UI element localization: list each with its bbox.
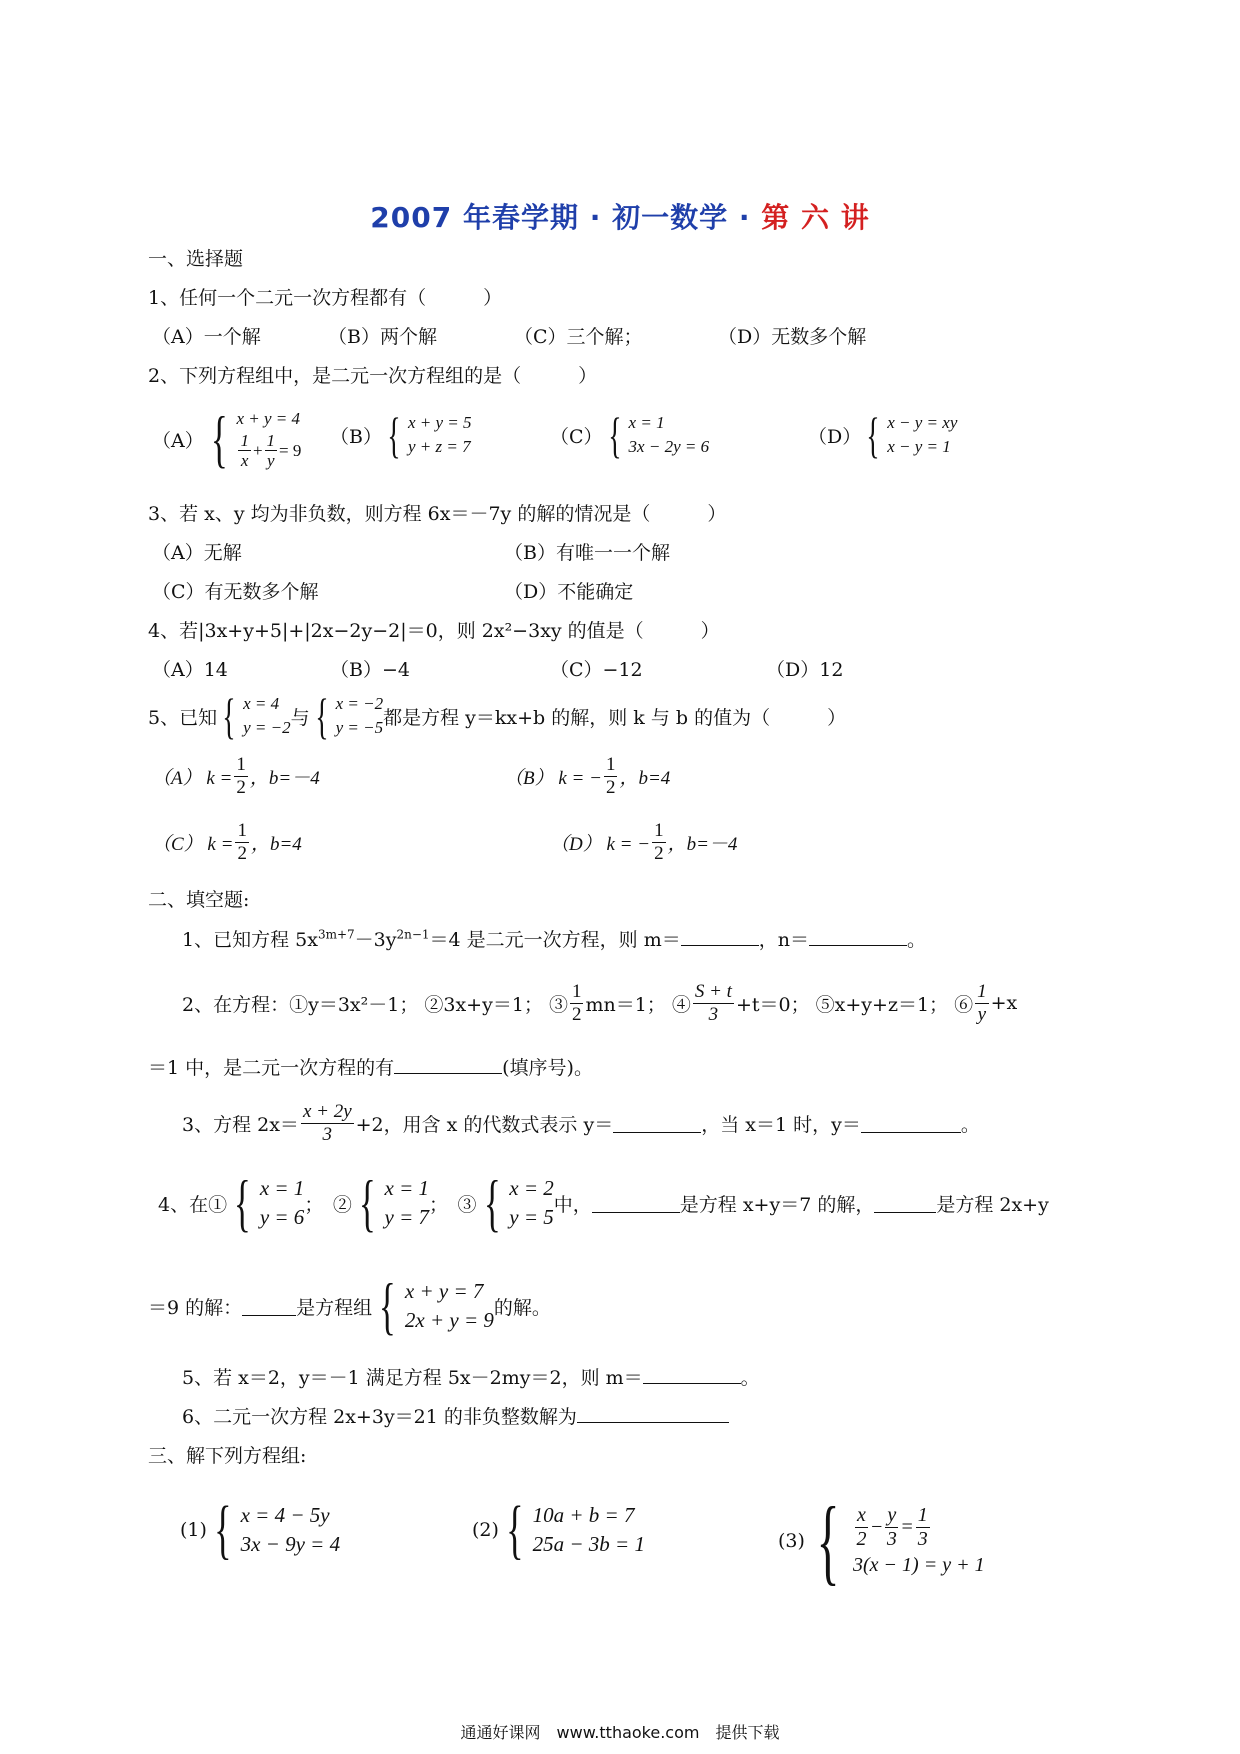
q2-b-label: （B） (330, 425, 382, 448)
q5-option-c (152, 820, 302, 865)
q2-a-tail: = 9 (279, 440, 302, 460)
q4-option-b: （B）−4 (330, 659, 410, 681)
q2-c-label: （C） (550, 425, 603, 448)
q5-mid: 与 (290, 706, 310, 729)
s2-q5: 5、若 x＝2，y＝－1 满足方程 5x－2my＝2，则 m＝ 。 (182, 1367, 760, 1389)
q5-option-b (504, 754, 670, 799)
q5-d-frac: $\frac{1}{2}$ (654, 820, 664, 864)
q5-c-frac: $\frac{1}{2}$ (237, 820, 247, 864)
q5-b-label: （B） k = − (504, 767, 602, 789)
s2-q1-blank-n[interactable] (809, 927, 907, 946)
s2-q2-line2: ＝1 中，是二元一次方程的有 (填序号)。 (148, 1057, 593, 1079)
q1-option-b: （B）两个解 (328, 326, 437, 348)
footer-credit: 通通好课网 www.tthaoke.com 提供下载 (460, 1723, 780, 1742)
q5-stem: 5、已知 { x = 4 y = −2 与 { x = −2 y = −5 都是方程 y＝kx+b 的解，则 k 与 b 的值为（ ） (148, 688, 847, 744)
q5-s1-row1: x = 4 (243, 694, 280, 714)
s2-q1: 1、已知方程 $5x^{3m+7}-3y^{2n-1}=4$ 是二元一次方程，则 m＝ ，n＝ 。 (182, 927, 926, 951)
q5-post: 都是方程 y＝kx+b 的解，则 k 与 b 的值为（ ） (383, 706, 847, 729)
title-lecture: 第 六 讲 (761, 201, 870, 234)
q2-c-row2: 3x − 2y = 6 (628, 437, 710, 456)
q2-d-row1: x − y = xy (887, 413, 958, 433)
s2-q4-blank-1[interactable] (592, 1194, 680, 1213)
s2-q4: 4、在① { x = 1 y = 6 ； ② { x = 1 y = 7 ； ③ { x = 2 y = 5 中， 是方程 x+y＝7 的解， 是方程 2x+y (158, 1167, 1049, 1238)
s2-q1-blank-m[interactable] (681, 927, 759, 946)
q2-stem: 2、下列方程组中，是二元一次方程组的是（ ） (148, 365, 598, 387)
q2-d-row2: x − y = 1 (887, 437, 951, 456)
q2-b-row2: y + z = 7 (407, 437, 471, 456)
q5-s2-row1: x = −2 (335, 694, 384, 714)
title-main: 2007 年春学期 · 初一数学 · (370, 201, 762, 234)
s2-q2-frac-y: $\frac{1}{y}$ (977, 980, 987, 1025)
s2-q2-blank[interactable] (394, 1055, 502, 1074)
q1-stem: 1、任何一个二元一次方程都有（ ） (148, 287, 503, 309)
s2-q3: 3、方程 2x＝ $\frac{x + 2y}{3}$ +2，用含 x 的代数式表示 y＝ ，当 x＝1 时，y＝ 。 (182, 1100, 980, 1145)
s2-q3-frac: $\frac{x + 2y}{3}$ (302, 1100, 352, 1145)
q4-option-a: （A）14 (152, 659, 228, 681)
q4-option-d: （D）12 (766, 659, 844, 681)
q5-s1-row2: y = −2 (243, 718, 291, 737)
q2-d-label: （D） (808, 425, 862, 448)
q4-option-c: （C）−12 (550, 659, 643, 681)
q3-option-d: （D）不能确定 (504, 581, 634, 603)
s3-problem2: (2) { 10a + b = 7 25a − 3b = 1 (472, 1493, 645, 1566)
s2-q3-blank-y2[interactable] (861, 1114, 961, 1133)
q2-a-row1: x + y = 4 (236, 409, 300, 429)
q2-a-frac-y: $\frac{1}{y}$ (266, 430, 276, 471)
q5-b-tail: ，b=4 (619, 767, 671, 789)
s2-q4-line2: ＝9 的解： 是方程组 { x + y = 7 2x + y = 9 的解。 (148, 1270, 551, 1341)
s2-q2-frac-half: $\frac{1}{2}$ (571, 980, 582, 1025)
s2-q5-blank[interactable] (643, 1365, 741, 1384)
q5-c-tail: ，b=4 (250, 833, 302, 855)
q1-option-d: （D）无数多个解 (718, 326, 867, 348)
s2-q4-blank-3[interactable] (242, 1297, 296, 1316)
q5-option-d (550, 820, 737, 865)
q2-a-system: { x + y = 4 $\frac{1}{x}$ + $\frac{1}{y}$ = 9 (210, 403, 302, 474)
q2-a-label: （A） (152, 429, 204, 452)
q1-option-a: （A）一个解 (152, 326, 261, 348)
q3-option-b: （B）有唯一一个解 (504, 542, 670, 564)
q5-a-frac: $\frac{1}{2}$ (236, 754, 246, 798)
q5-option-a (152, 754, 320, 799)
q1-option-c: （C）三个解； (514, 326, 643, 348)
q2-b-row1: x + y = 5 (407, 413, 472, 433)
s2-q2-frac-st: $\frac{S + t}{3}$ (694, 980, 732, 1025)
q2-a-frac-x: $\frac{1}{x}$ (240, 430, 249, 471)
q5-a-label: （A） k = (152, 767, 233, 789)
q5-c-label: （C） k = (152, 833, 234, 855)
s2-q4-blank-2[interactable] (874, 1194, 936, 1213)
section3-heading: 三、解下列方程组: (148, 1445, 307, 1467)
section1-heading: 一、选择题 (148, 248, 244, 270)
q2-option-c: （C） { x = 1 3x − 2y = 6 (550, 407, 710, 463)
s3-problem3: (3) { $\frac{x}{2}$ − $\frac{y}{3}$ = $\frac{1}{3}$ 3(x − 1) = y + 1 (778, 1487, 985, 1594)
s3-problem1: (1) { x = 4 − 5y 3x − 9y = 4 (180, 1493, 341, 1566)
q3-option-c: （C）有无数多个解 (152, 581, 319, 603)
q5-d-label: （D） k = − (550, 833, 651, 855)
q5-pre: 5、已知 (148, 706, 218, 729)
s2-q2: 2、在方程：①y＝3x²－1； ②3x+y＝1； ③ $\frac{1}{2}$ mn＝1； ④ $\frac{S + t}{3}$ +t＝0； ⑤x+y+z＝1； ⑥ $\frac{1}{y}$ +x (182, 980, 1018, 1025)
q5-a-tail: ，b=－4 (249, 767, 320, 789)
q5-s2-row2: y = −5 (335, 718, 384, 737)
q4-stem: 4、若|3x+y+5|+|2x−2y−2|＝0，则 2x²−3xy 的值是（ ） (148, 620, 720, 642)
q2-c-row1: x = 1 (628, 413, 665, 433)
s2-q6: 6、二元一次方程 2x+3y＝21 的非负整数解为 (182, 1402, 729, 1429)
q5-d-tail: ，b=－4 (667, 833, 738, 855)
q2-option-b: （B） { x + y = 5 y + z = 7 (330, 407, 472, 463)
page-title (0, 196, 1240, 236)
s2-q6-blank[interactable] (577, 1404, 729, 1423)
q3-option-a: （A）无解 (152, 542, 242, 564)
q3-stem: 3、若 x、y 均为非负数，则方程 6x＝－7y 的解的情况是（ ） (148, 503, 727, 525)
s2-q3-blank-y[interactable] (613, 1114, 701, 1133)
section2-heading: 二、填空题: (148, 889, 250, 911)
q2-option-d: （D） { x − y = xy x − y = 1 (808, 407, 958, 463)
q5-b-frac: $\frac{1}{2}$ (605, 754, 616, 798)
q2-option-a (152, 398, 301, 480)
